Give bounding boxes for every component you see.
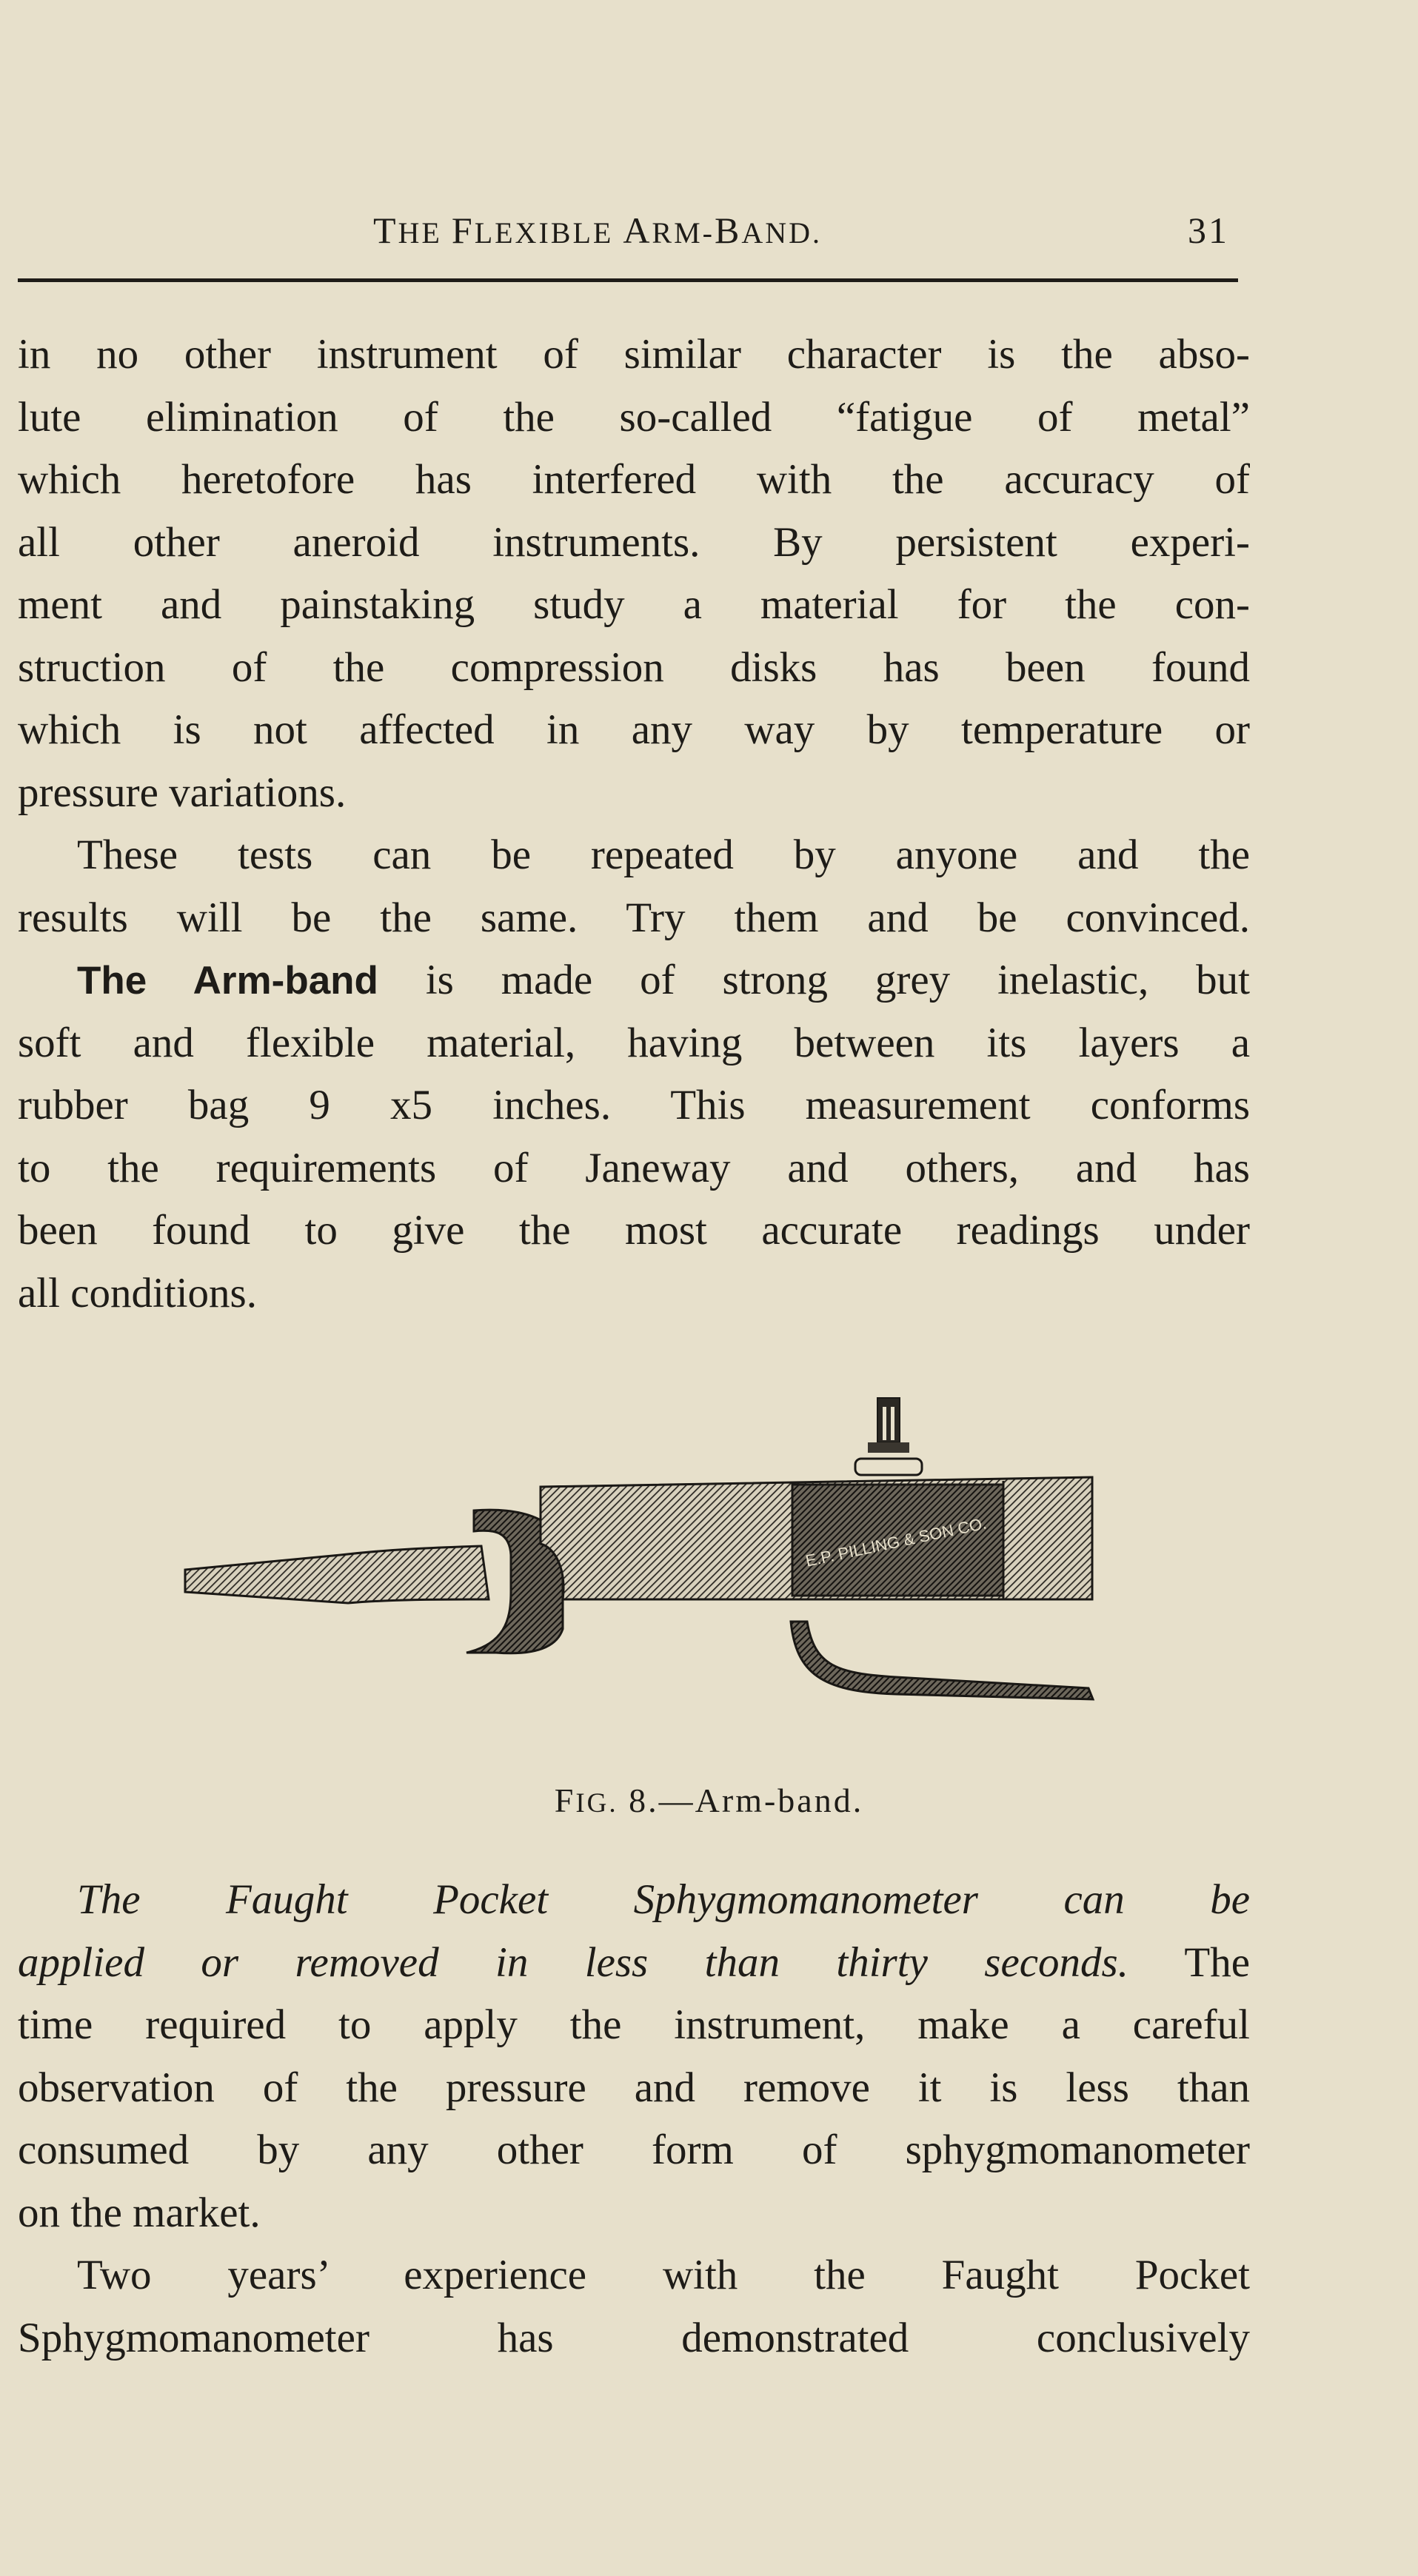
arm-band-illustration [170,1377,1118,1733]
text-line: struction of the compression disks has been found [18,643,1250,691]
text-line: Two years’ experience with the Faught Pocket [77,2252,1250,2298]
band-stamp: E.P. PILLING & SON CO. [803,1513,989,1570]
valve-clip [855,1398,922,1475]
text-line: time required to apply the instrument, make a careful [18,2001,1250,2048]
paragraph-block-1 [18,324,1250,1325]
text-line: all conditions. [18,1269,257,1317]
text-line: which is not affected in any way by temperature or [18,706,1250,753]
text-line: to the requirements of Janeway and others, and has [18,1144,1250,1191]
running-head [18,201,1238,253]
text-line: all other aneroid instruments. By persistent experi- [18,518,1250,566]
paragraph-block-2 [18,1869,1250,2369]
tube [791,1622,1093,1699]
text-line: been found to give the most accurate readings under [18,1207,1250,1254]
page-number: 31 [1188,210,1229,251]
text-line: observation of the pressure and remove it is less than [18,2064,1250,2111]
text-line: consumed by any other form of sphygmomanometer [18,2127,1250,2173]
italic-line: The Faught Pocket Sphygmomanometer can be [77,1876,1250,1923]
text-line: on the market. [18,2189,261,2236]
figure-caption: FIG. 8.—Arm-band. [554,1782,864,1819]
armband-line: The Arm-band is made of strong grey inelastic, but [77,957,1250,1003]
text-line: rubber bag 9 x5 inches. This measurement conforms [18,1082,1250,1128]
text-line: ment and painstaking study a material for the con- [18,581,1250,628]
armband-heading: The Arm-band [77,959,378,1003]
text-line: which heretofore has interfered with the accuracy of [18,456,1250,503]
text-line: in no other instrument of similar character is the abso- [18,331,1250,378]
strap-tail [185,1546,489,1603]
text-line: lute elimination of the so-called “fatigue of metal” [18,393,1250,441]
chapter-title: THE FLEXIBLE ARM-BAND. [373,210,823,251]
text-line: soft and flexible material, having between its layers a [18,1019,1250,1066]
text-line: These tests can be repeated by anyone and the [77,832,1250,878]
text-line: results will be the same. Try them and be convinced. [18,894,1250,941]
text-line: pressure variations. [18,769,347,816]
text-line: Sphygmomanometer has demonstrated conclusively [18,2314,1250,2361]
header-rule [18,278,1238,282]
mixed-line: applied or removed in less than thirty seconds. The [18,1938,1250,1986]
